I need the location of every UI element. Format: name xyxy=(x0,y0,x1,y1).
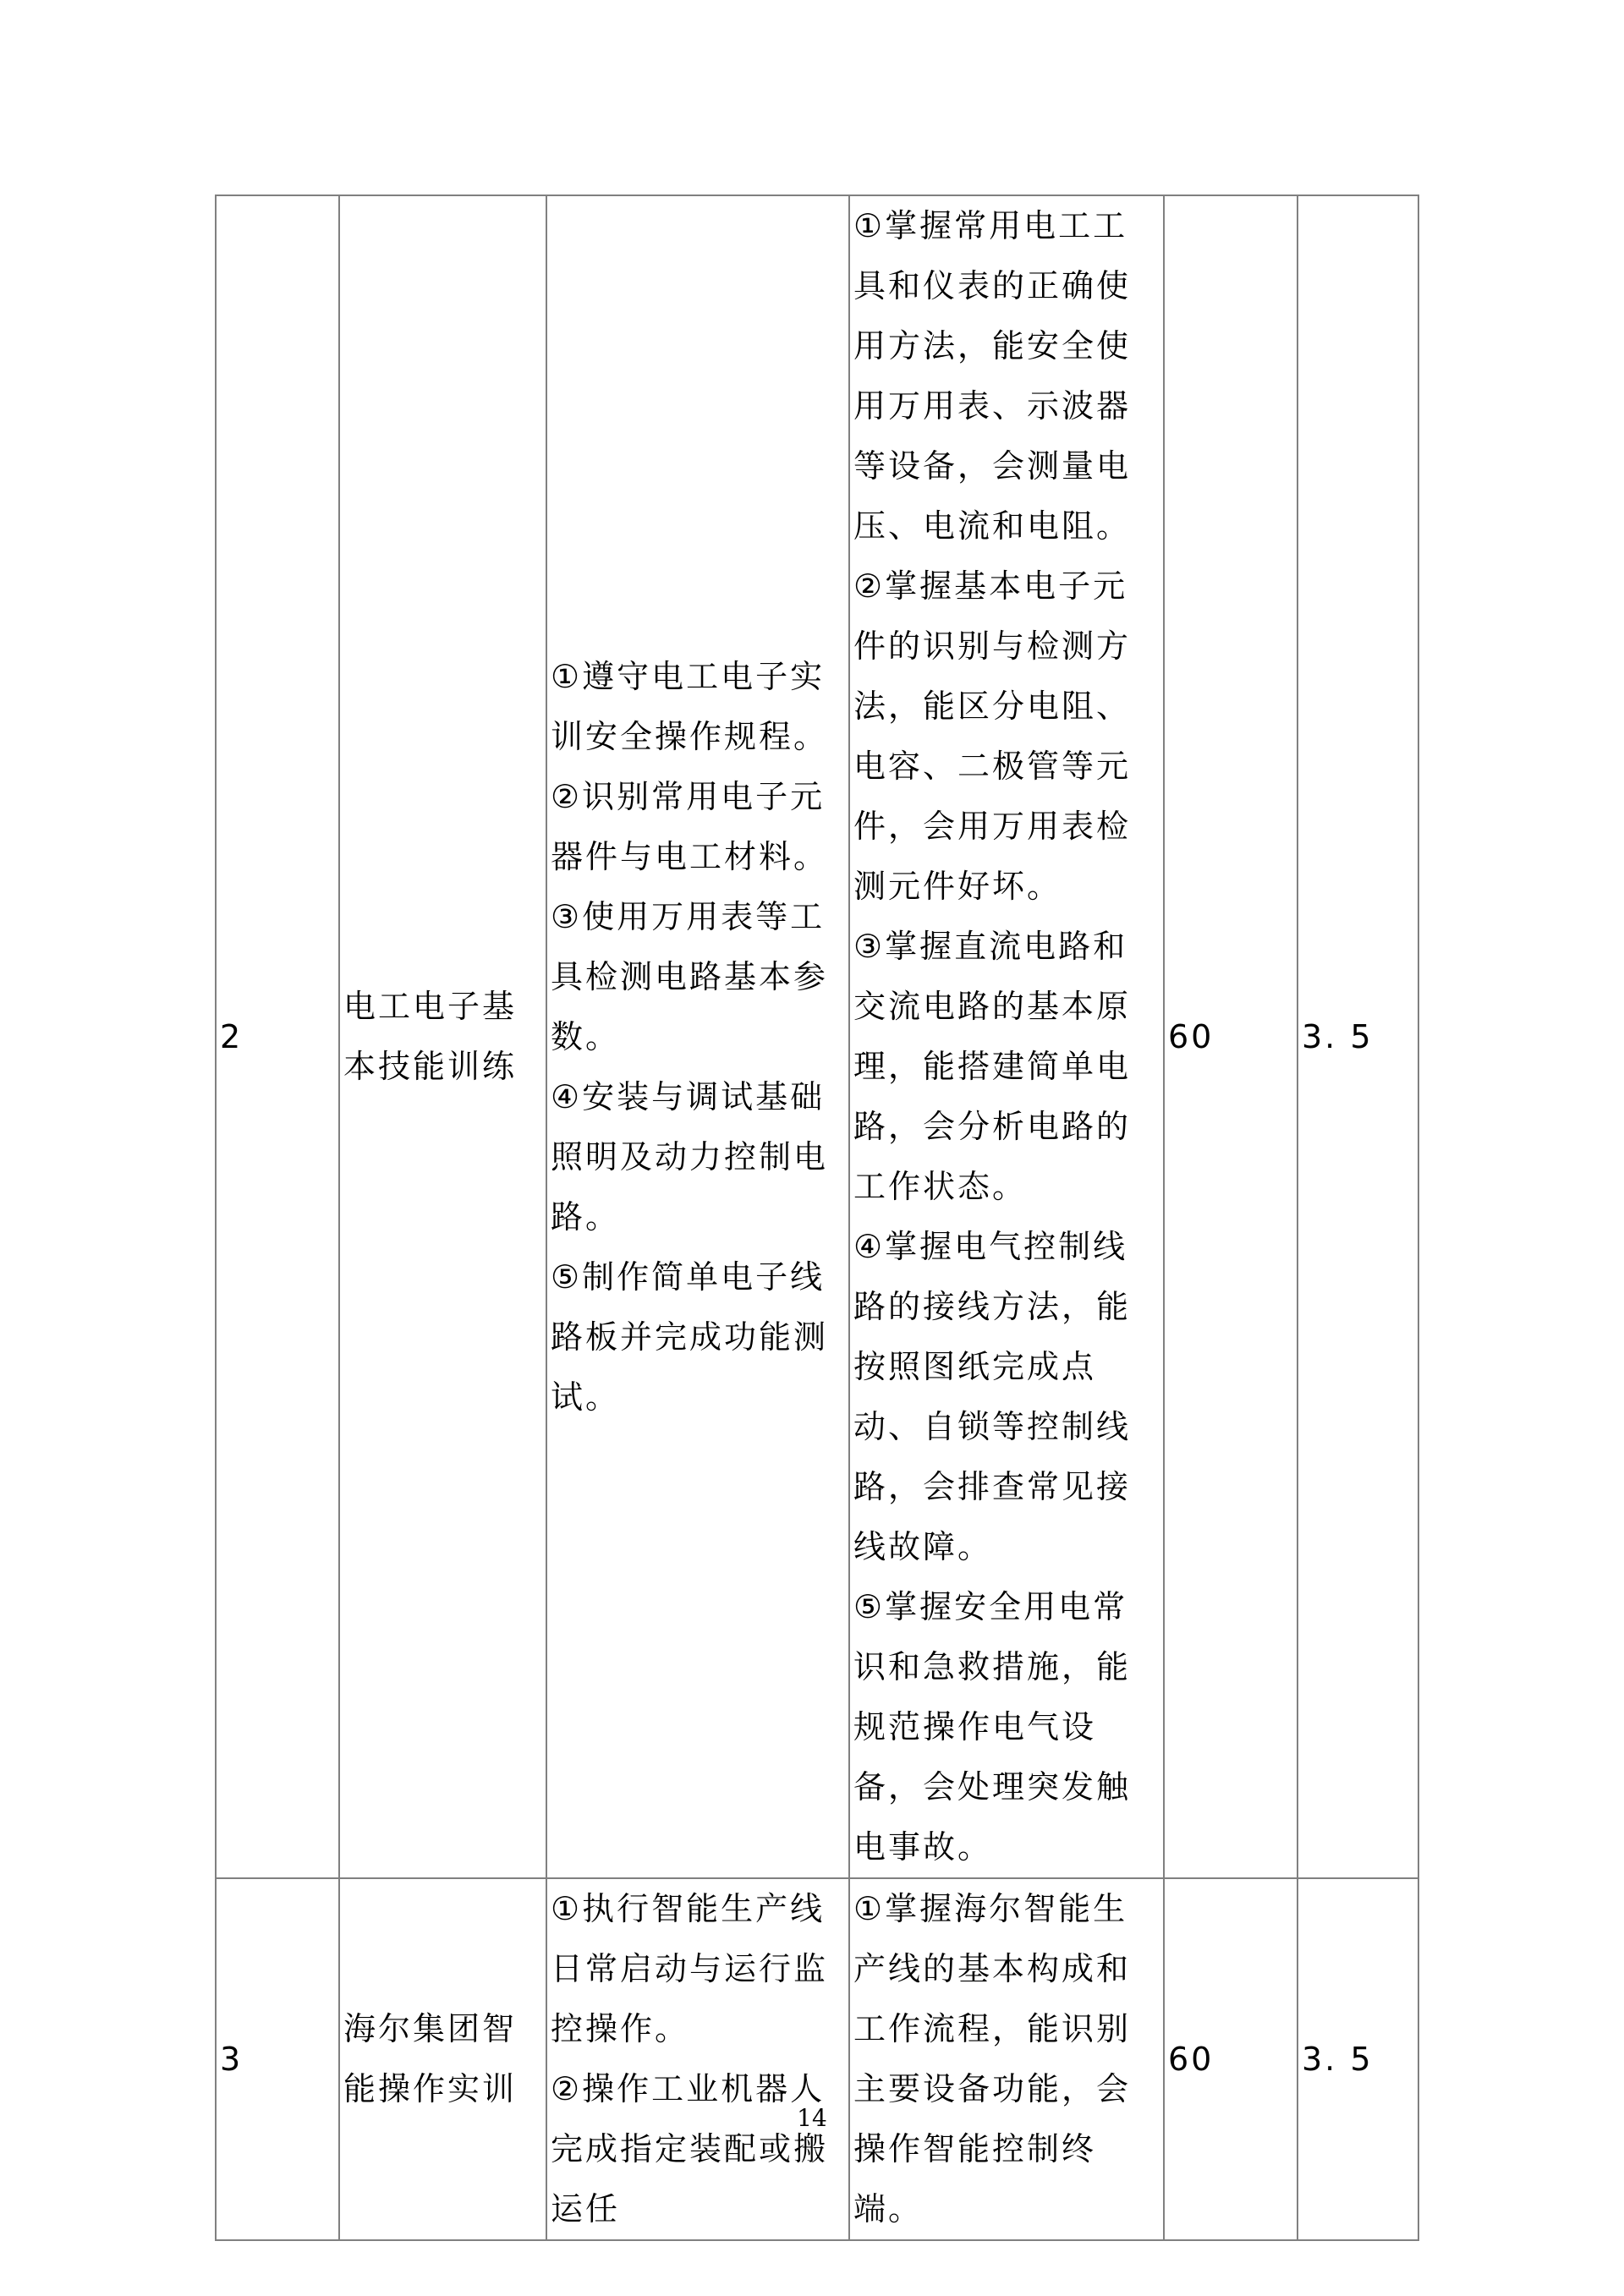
requirement-item: ④掌握电气控制线路的接线方法，能按照图纸完成点动、自锁等控制线路，会排查常见接线故障。 xyxy=(853,1228,1132,1565)
requirement-item: ⑤掌握安全用电常识和急救措施，能规范操作电气设备，会处理突发触电事故。 xyxy=(853,1588,1132,1866)
row-number: 2 xyxy=(220,1017,244,1055)
course-name-cell xyxy=(339,1878,546,2240)
training-tasks-cell xyxy=(546,195,849,1878)
credits-cell xyxy=(1298,1878,1418,2240)
hours-cell xyxy=(1164,1878,1298,2240)
course-table xyxy=(215,195,1419,2241)
course-name: 电工电子基本技能训练 xyxy=(343,988,518,1085)
table-row xyxy=(216,1878,1418,2240)
row-number-cell xyxy=(216,1878,339,2240)
credits-cell xyxy=(1298,195,1418,1878)
credits-value: 3. 5 xyxy=(1302,2040,1374,2078)
credits-value: 3. 5 xyxy=(1302,1017,1374,1055)
task-item: ①执行智能生产线日常启动与运行监控操作。 xyxy=(551,1890,829,2047)
row-number: 3 xyxy=(220,2040,244,2078)
course-name-cell xyxy=(339,195,546,1878)
task-item: ③使用万用表等工具检测电路基本参数。 xyxy=(551,897,829,1055)
training-tasks-cell xyxy=(546,1878,849,2240)
hours-value: 60 xyxy=(1168,2040,1215,2078)
row-number-cell xyxy=(216,195,339,1878)
requirement-item: ③掌握直流电路和交流电路的基本原理，能搭建简单电路，会分析电路的工作状态。 xyxy=(853,928,1132,1205)
course-name: 海尔集团智能操作实训 xyxy=(343,2010,518,2107)
task-item: ②识别常用电子元器件与电工材料。 xyxy=(551,777,829,875)
hours-cell xyxy=(1164,195,1298,1878)
task-item: ④安装与调试基础照明及动力控制电路。 xyxy=(551,1077,829,1236)
task-item: ⑤制作简单电子线路板并完成功能测试。 xyxy=(551,1258,829,1416)
table-row xyxy=(216,195,1418,1878)
requirement-item: ①掌握常用电工工具和仪表的正确使用方法，能安全使用万用表、示波器等设备，会测量电压、电流和电阻。 xyxy=(853,207,1132,545)
requirement-item: ①掌握海尔智能生产线的基本构成和工作流程，能识别主要设备功能，会操作智能控制终端。 xyxy=(853,1890,1132,2228)
task-item: ②操作工业机器人完成指定装配或搬运任 xyxy=(551,2070,829,2228)
hours-value: 60 xyxy=(1168,1017,1215,1055)
task-item: ①遵守电工电子实训安全操作规程。 xyxy=(551,657,829,755)
requirements-cell xyxy=(849,1878,1164,2240)
requirement-item: ②掌握基本电子元件的识别与检测方法，能区分电阻、电容、二极管等元件，会用万用表检测元件好坏。 xyxy=(853,567,1132,905)
page-number: 14 xyxy=(797,2104,827,2132)
requirements-cell xyxy=(849,195,1164,1878)
